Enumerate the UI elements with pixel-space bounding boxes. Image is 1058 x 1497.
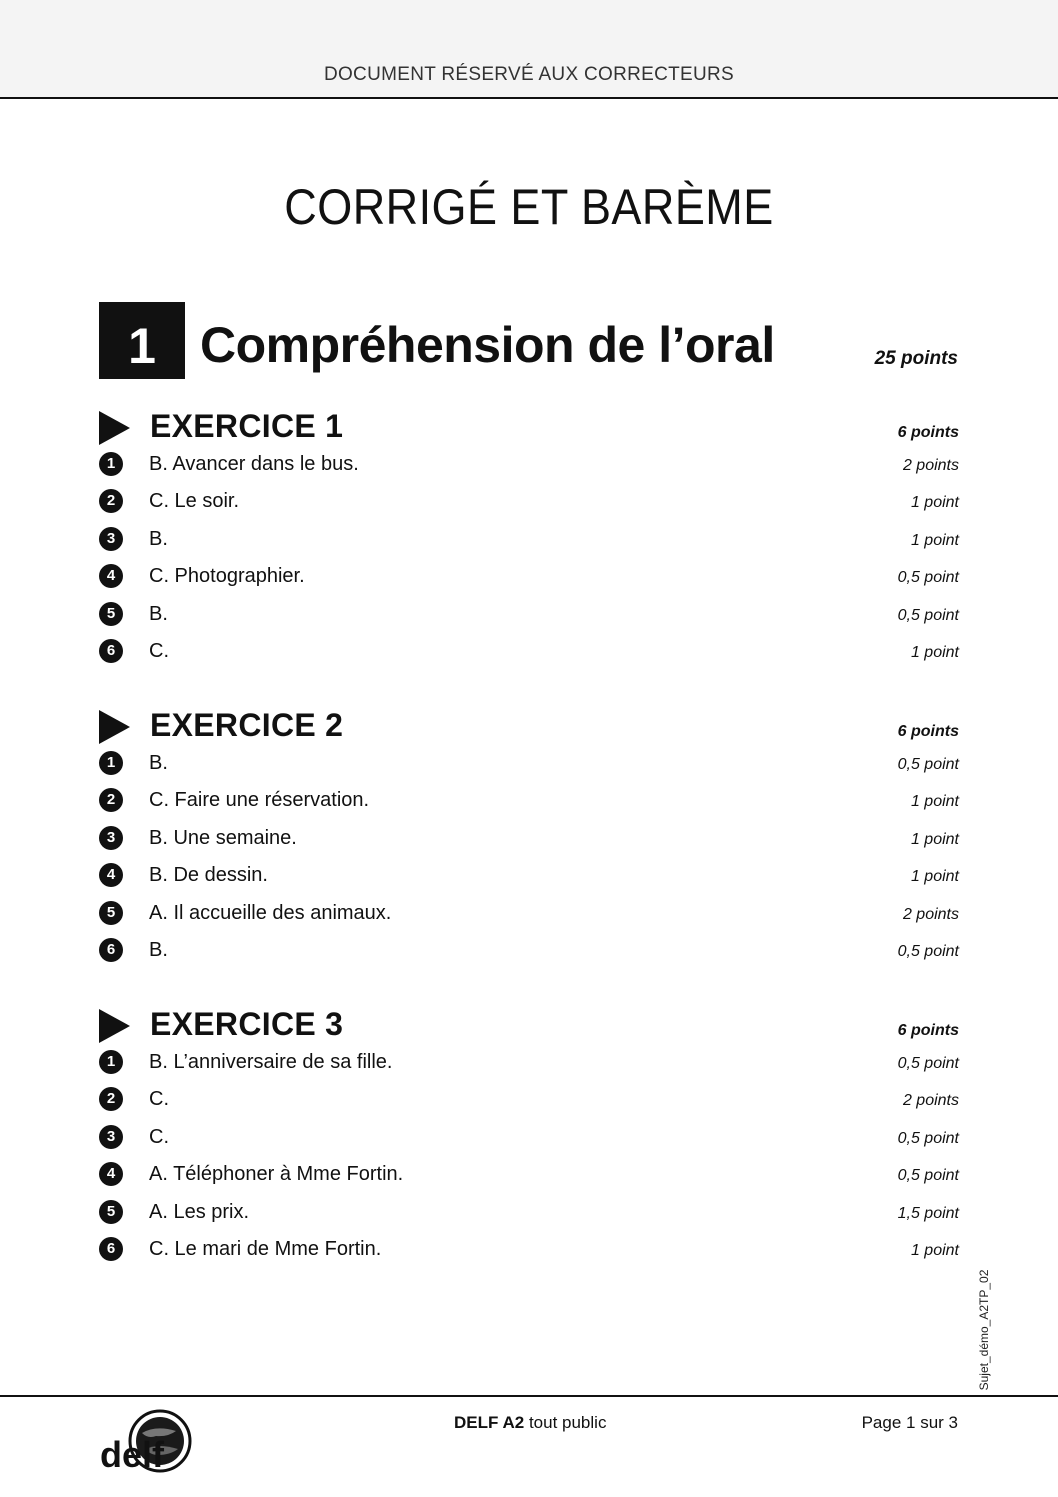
answer-text: B. <box>149 602 168 625</box>
section-points: 25 points <box>874 348 958 369</box>
answer-item <box>99 862 959 899</box>
answer-points: 0,5 point <box>897 606 959 624</box>
answer-points: 1 point <box>910 494 959 512</box>
section-title: Compréhension de l’oral <box>200 317 775 373</box>
answer-item <box>99 1161 959 1198</box>
play-arrow-icon <box>99 1009 130 1043</box>
answer-points: 0,5 point <box>897 942 959 960</box>
exercise-header <box>99 406 959 451</box>
answer-text: B. <box>149 752 168 774</box>
answer-points: 1 point <box>910 643 959 661</box>
answer-points: 0,5 point <box>897 1167 959 1185</box>
answer-text: C. Photographier. <box>149 565 305 588</box>
number-badge: 3 <box>99 826 123 850</box>
exercise-points: 6 points <box>897 723 959 740</box>
number-badge: 2 <box>99 489 123 513</box>
answer-text: C. Faire une réservation. <box>149 789 370 812</box>
number-badge: 1 <box>99 751 123 775</box>
answer-item <box>99 750 959 787</box>
header-band <box>0 0 1058 99</box>
number-badge: 2 <box>99 1087 123 1111</box>
footer-divider <box>0 1395 1058 1397</box>
number-badge: 4 <box>99 1162 123 1186</box>
answer-points: 2 points <box>902 905 959 923</box>
number-badge: 5 <box>99 602 123 626</box>
section-number: 1 <box>99 302 185 379</box>
exercise-2 <box>99 705 959 974</box>
answer-text: B. Une semaine. <box>149 826 297 849</box>
answer-item <box>99 1236 959 1273</box>
number-badge: 3 <box>99 527 123 551</box>
number-badge: 3 <box>99 1125 123 1149</box>
answer-text: A. Il accueille des animaux. <box>149 901 392 924</box>
answer-points: 1 point <box>910 531 959 549</box>
answer-points: 2 points <box>902 457 959 474</box>
document-code: Sujet_démo_A2TP_02 <box>977 1269 991 1391</box>
exam-label <box>454 1413 606 1433</box>
exam-audience: tout public <box>524 1413 607 1432</box>
delf-logo <box>98 1403 194 1479</box>
answer-points: 1,5 point <box>897 1204 959 1222</box>
answer-points: 0,5 point <box>897 756 959 773</box>
reserved-notice: DOCUMENT RÉSERVÉ AUX CORRECTEURS <box>323 64 735 85</box>
answer-text: C. Le mari de Mme Fortin. <box>149 1237 382 1260</box>
answer-text: C. <box>149 1088 169 1111</box>
answer-text: A. Téléphoner à Mme Fortin. <box>149 1163 404 1186</box>
answer-item <box>99 1086 959 1123</box>
exercise-header <box>99 705 959 750</box>
exercise-1 <box>99 406 959 675</box>
answer-text: B. L’anniversaire de sa fille. <box>149 1051 393 1073</box>
number-badge: 5 <box>99 1200 123 1224</box>
answer-text: B. De dessin. <box>149 864 268 887</box>
number-badge: 6 <box>99 1237 123 1261</box>
number-badge: 2 <box>99 788 123 812</box>
number-badge: 4 <box>99 564 123 588</box>
answer-text: C. Le soir. <box>149 490 240 513</box>
answer-points: 1 point <box>910 1241 959 1259</box>
exercise-points: 6 points <box>897 1022 959 1039</box>
answer-points: 1 point <box>910 793 959 811</box>
exercise-title: EXERCICE 3 <box>150 1006 344 1042</box>
answer-item <box>99 787 959 824</box>
number-badge: 1 <box>99 452 123 476</box>
answer-item <box>99 900 959 937</box>
page-title: CORRIGÉ ET BARÈME <box>284 179 774 235</box>
answer-points: 1 point <box>910 830 959 848</box>
exercise-header <box>99 1004 959 1049</box>
answer-text: C. <box>149 1125 169 1148</box>
exercise-3 <box>99 1004 959 1273</box>
answer-item <box>99 488 959 525</box>
answer-points: 0,5 point <box>897 1129 959 1147</box>
number-badge: 1 <box>99 1050 123 1074</box>
answer-item <box>99 825 959 862</box>
logo-wordmark: delf <box>100 1434 165 1475</box>
answer-item <box>99 451 959 488</box>
exam-level: DELF A2 <box>454 1413 525 1432</box>
answer-text: B. Avancer dans le bus. <box>149 453 359 475</box>
number-badge: 6 <box>99 938 123 962</box>
answer-text: A. Les prix. <box>149 1200 250 1223</box>
answer-text: B. <box>149 938 168 961</box>
answer-item <box>99 937 959 974</box>
exercise-title: EXERCICE 2 <box>150 707 344 743</box>
answer-points: 2 points <box>902 1092 959 1110</box>
play-arrow-icon <box>99 710 130 744</box>
answer-item <box>99 1049 959 1086</box>
answer-text: B. <box>149 527 168 550</box>
exercise-points: 6 points <box>897 424 959 441</box>
answer-item <box>99 638 959 675</box>
answer-item <box>99 601 959 638</box>
answer-item <box>99 1124 959 1161</box>
answer-points: 0,5 point <box>897 569 959 587</box>
number-badge: 4 <box>99 863 123 887</box>
play-arrow-icon <box>99 411 130 445</box>
answer-item <box>99 563 959 600</box>
number-badge: 6 <box>99 639 123 663</box>
answer-item <box>99 526 959 563</box>
answer-text: C. <box>149 639 169 662</box>
exercise-title: EXERCICE 1 <box>150 408 344 444</box>
answer-points: 1 point <box>910 868 959 886</box>
number-badge: 5 <box>99 901 123 925</box>
answer-item <box>99 1199 959 1236</box>
page-indicator: Page 1 sur 3 <box>861 1413 958 1432</box>
answer-points: 0,5 point <box>897 1055 959 1072</box>
